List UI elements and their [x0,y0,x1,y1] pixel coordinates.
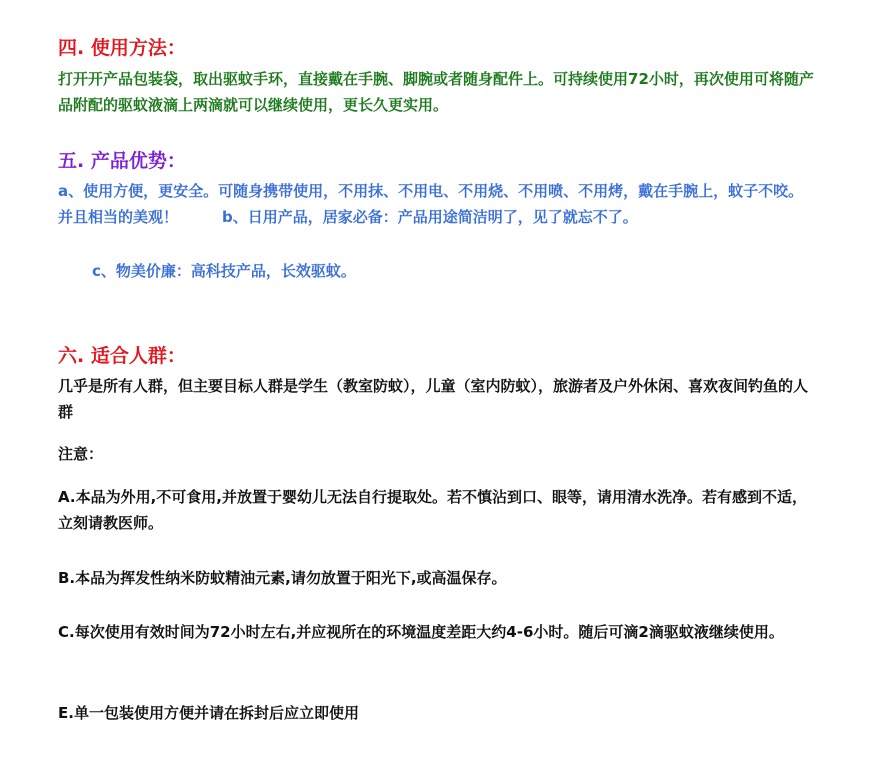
note-a: A.本品为外用,不可食用,并放置于婴幼儿无法自行提取处。若不慎沾到口、眼等，请用清水洗净。若有感到不适，立刻请教医师。 [58,488,807,532]
notes-label: 注意： [58,445,104,463]
section4-heading: 四. 使用方法： [58,37,186,59]
advantage-item-a: a、使用方便，更安全。可随身携带使用，不用抹、不用电、不用烧、不用喷、不用烤，戴在手腕上，蚊子不咬。并且相当的美观！ [58,182,804,226]
advantage-item-c: c、物美价廉：高科技产品，长效驱蚊。 [92,262,356,280]
note-b: B.本品为挥发性纳米防蚊精油元素,请勿放置于阳光下,或高温保存。 [58,569,507,587]
section5-body [58,178,808,230]
note-e: E.单一包装使用方便并请在拆封后应立即使用 [58,704,359,722]
advantage-item-b: b、日用产品，居家必备：产品用途简洁明了，见了就忘不了。 [222,208,638,226]
note-c: C.每次使用有效时间为72小时左右,并应视所在的环境温度差距大约4-6小时。随后可滴2滴驱蚊液继续使用。 [58,623,784,641]
section6-heading: 六. 适合人群： [58,345,186,367]
section6-body: 几乎是所有人群，但主要目标人群是学生（教室防蚊），儿童（室内防蚊），旅游者及户外休闲、喜欢夜间钓鱼的人群 [58,377,809,421]
section5-heading: 五. 产品优势： [58,150,186,172]
section4-body: 打开开产品包装袋，取出驱蚊手环，直接戴在手腕、脚腕或者随身配件上。可持续使用72小时，再次使用可将随产品附配的驱蚊液滴上两滴就可以继续使用，更长久更实用。 [58,70,814,114]
